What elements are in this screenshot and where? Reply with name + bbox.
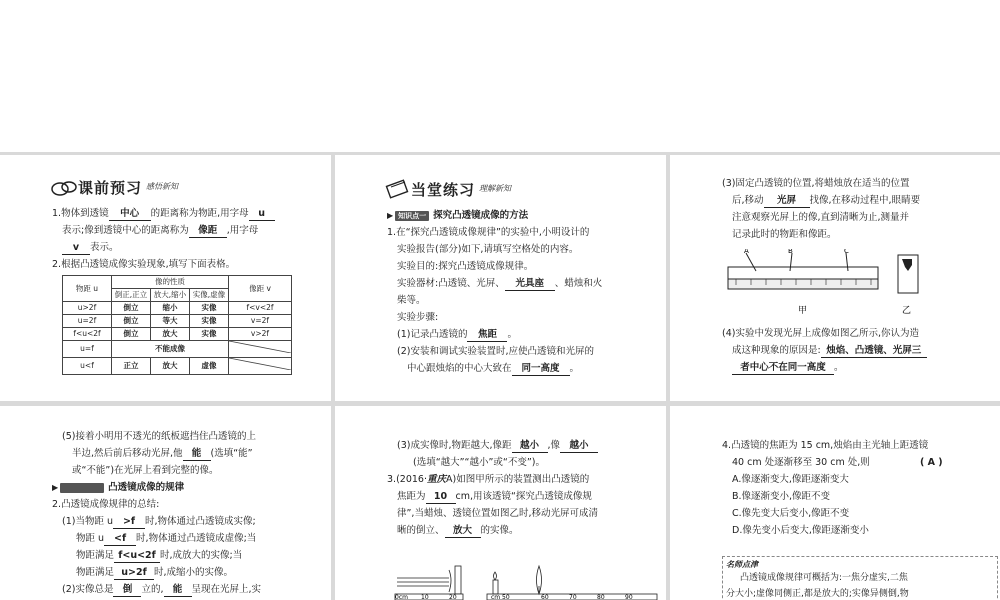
figure-label-a: A bbox=[744, 249, 749, 255]
text-line: 2.凸透镜成像规律的总结: bbox=[52, 499, 160, 510]
table-row: f<u<2f 倒立 放大 实像 v>2f bbox=[63, 328, 292, 341]
figure-caption-a: 甲 bbox=[798, 306, 808, 316]
panel-rules bbox=[0, 406, 331, 600]
answer-choice: ( A ) bbox=[920, 457, 943, 468]
tick-label: 10 bbox=[421, 594, 429, 600]
slash-cell bbox=[229, 358, 291, 370]
section-title: 课前预习 bbox=[78, 179, 143, 197]
kp-tag: 知识点一 bbox=[395, 211, 429, 221]
tick-label: 60 bbox=[541, 594, 549, 600]
text-line: 晰的倒立、 放大 的实像。 bbox=[397, 525, 519, 536]
table-row: u=2f 倒立 等大 实像 v=2f bbox=[63, 315, 292, 328]
q1-line3: v 表示。 bbox=[62, 239, 119, 256]
table-header: 像距 v bbox=[229, 276, 292, 302]
option-d: D.像先变小后变大,像距逐渐变小 bbox=[732, 525, 869, 536]
text-line: 者中心不在同一高度 。 bbox=[732, 359, 844, 376]
text-line: 4.凸透镜的焦距为 15 cm,烛焰由主光轴上距透镜 bbox=[722, 440, 929, 451]
text-line: (3)固定凸透镜的位置,将蜡烛放在适当的位置 bbox=[722, 178, 910, 189]
triangle-icon: ▶ bbox=[387, 211, 394, 220]
table-header: 实像,虚像 bbox=[190, 289, 229, 302]
text-line: 律”,当蜡烛、透镜位置如图乙时,移动光屏可成清 bbox=[397, 508, 598, 519]
option-a: A.像逐渐变大,像距逐渐变大 bbox=[732, 474, 849, 485]
table-header: 倒正,正立 bbox=[112, 289, 151, 302]
panel-preview bbox=[0, 155, 331, 401]
tick-label: 20 bbox=[449, 594, 457, 600]
section-subtitle: 感悟新知 bbox=[146, 182, 179, 191]
table-row: u=f 不能成像 bbox=[63, 341, 292, 358]
tip-text: 凸透镜成像规律可概括为:一焦分虚实,二焦 bbox=[740, 573, 908, 583]
text-line: 焦距为 10 cm,用该透镜“探究凸透镜成像规 bbox=[397, 491, 592, 502]
book-icon bbox=[50, 177, 78, 197]
text-line: (2)安装和调试实验装置时,应使凸透镜和光屏的 bbox=[397, 346, 594, 357]
table-header: 物距 u bbox=[63, 276, 112, 302]
text-line: 物距满足 u>2f 时,成缩小的实像。 bbox=[76, 567, 234, 578]
kp-tag bbox=[60, 483, 104, 493]
triangle-icon: ▶ bbox=[52, 483, 59, 492]
text-line: 实验目的:探究凸透镜成像规律。 bbox=[397, 261, 534, 272]
tick-label: 0cm bbox=[395, 594, 408, 600]
tick-label: cm 50 bbox=[491, 594, 510, 600]
text-line: 物距 u <f 时,物体通过凸透镜成虚像;当 bbox=[76, 533, 257, 544]
text-line: (1)当物距 u >f 时,物体通过凸透镜成实像; bbox=[62, 516, 256, 527]
text-line: (4)实验中发现光屏上成像如图乙所示,你认为造 bbox=[722, 328, 919, 339]
optical-bench-figure bbox=[726, 249, 996, 319]
text-line: 成这种现象的原因是: 烛焰、凸透镜、光屏三 bbox=[732, 342, 927, 359]
text-line: (1)记录凸透镜的 焦距 。 bbox=[397, 329, 517, 340]
text-line: 物距满足 f<u<2f 时,成放大的实像;当 bbox=[76, 550, 243, 561]
text-line: (2)实像总是 倒 立的, 能 呈现在光屏上,实 bbox=[62, 584, 262, 595]
text-line: 实验器材:凸透镜、光屏、 光具座 、蜡烛和火 bbox=[397, 278, 603, 289]
text-line: 记录此时的物距和像距。 bbox=[732, 229, 837, 240]
panel-exercises bbox=[335, 406, 666, 600]
option-c: C.像先变大后变小,像距不变 bbox=[732, 508, 850, 519]
panel-question4 bbox=[670, 406, 1000, 600]
lens-table bbox=[62, 275, 292, 375]
text-line: 柴等。 bbox=[397, 295, 426, 306]
text-line: 1.在“探究凸透镜成像规律”的实验中,小明设计的 bbox=[387, 227, 590, 238]
tick-label: 90 bbox=[625, 594, 633, 600]
table-row: u>2f 倒立 缩小 实像 f<v<2f bbox=[63, 302, 292, 315]
figure-caption-b: 乙 bbox=[902, 306, 912, 316]
text-line: 40 cm 处逐渐移至 30 cm 处,则 bbox=[732, 457, 870, 468]
table-header: 像的性质 bbox=[112, 276, 229, 289]
table-row: u<f 正立 放大 虚像 bbox=[63, 358, 292, 375]
q2-line: 2.根据凸透镜成像实验现象,填写下面表格。 bbox=[52, 259, 236, 270]
pencil-icon bbox=[385, 177, 411, 199]
q1-line1: 1.物体到透镜 中心 的距离称为物距,用字母 u bbox=[52, 205, 275, 222]
table-header: 放大,缩小 bbox=[151, 289, 190, 302]
text-line: 半边,然后前后移动光屏,他 能 (选填“能” bbox=[72, 448, 253, 459]
tick-label: 70 bbox=[569, 594, 577, 600]
figure-label-b: B bbox=[788, 249, 793, 255]
option-b: B.像逐渐变小,像距不变 bbox=[732, 491, 831, 502]
knowledge-point: ▶ 知识点一 探究凸透镜成像的方法 bbox=[387, 210, 529, 221]
tip-text: 分大小;虚像同侧正,都是放大的;实像异侧倒,物 bbox=[726, 589, 909, 599]
text-line: (选填“越大”“越小”或“不变”)。 bbox=[413, 457, 545, 468]
text-line: 中心跟烛焰的中心大致在 同一高度 。 bbox=[407, 363, 580, 374]
text-line: (5)接着小明用不透光的纸板遮挡住凸透镜的上 bbox=[62, 431, 256, 442]
focal-length-figure bbox=[391, 556, 666, 600]
knowledge-point: ▶ 凸透镜成像的规律 bbox=[52, 482, 185, 493]
q1-line2: 表示;像到透镜中心的距离称为 像距 ,用字母 bbox=[62, 225, 259, 236]
text-line: 或“不能”)在光屏上看到完整的像。 bbox=[72, 465, 219, 476]
section-header bbox=[50, 177, 178, 197]
text-line: 3.(2016·重庆A)如图甲所示的装置测出凸透镜的 bbox=[387, 474, 590, 485]
text-line: 实验报告(部分)如下,请填写空格处的内容。 bbox=[397, 244, 579, 255]
figure-label-c: C bbox=[844, 249, 849, 255]
section-subtitle: 理解新知 bbox=[479, 184, 512, 193]
text-line: 注意观察光屏上的像,直到清晰为止,测量并 bbox=[732, 212, 910, 223]
tick-label: 80 bbox=[597, 594, 605, 600]
text-line: (3)成实像时,物距越大,像距 越小 ,像 越小 bbox=[397, 437, 598, 454]
slash-cell bbox=[229, 341, 291, 353]
panel-practice bbox=[335, 155, 666, 401]
text-line: 实验步骤: bbox=[397, 312, 439, 323]
panel-experiment bbox=[670, 155, 1000, 401]
tip-title: 名师点津 bbox=[726, 560, 758, 569]
section-header bbox=[385, 177, 511, 199]
text-line: 后,移动 光屏 找像,在移动过程中,眼睛要 bbox=[732, 195, 921, 206]
section-title: 当堂练习 bbox=[411, 181, 476, 199]
